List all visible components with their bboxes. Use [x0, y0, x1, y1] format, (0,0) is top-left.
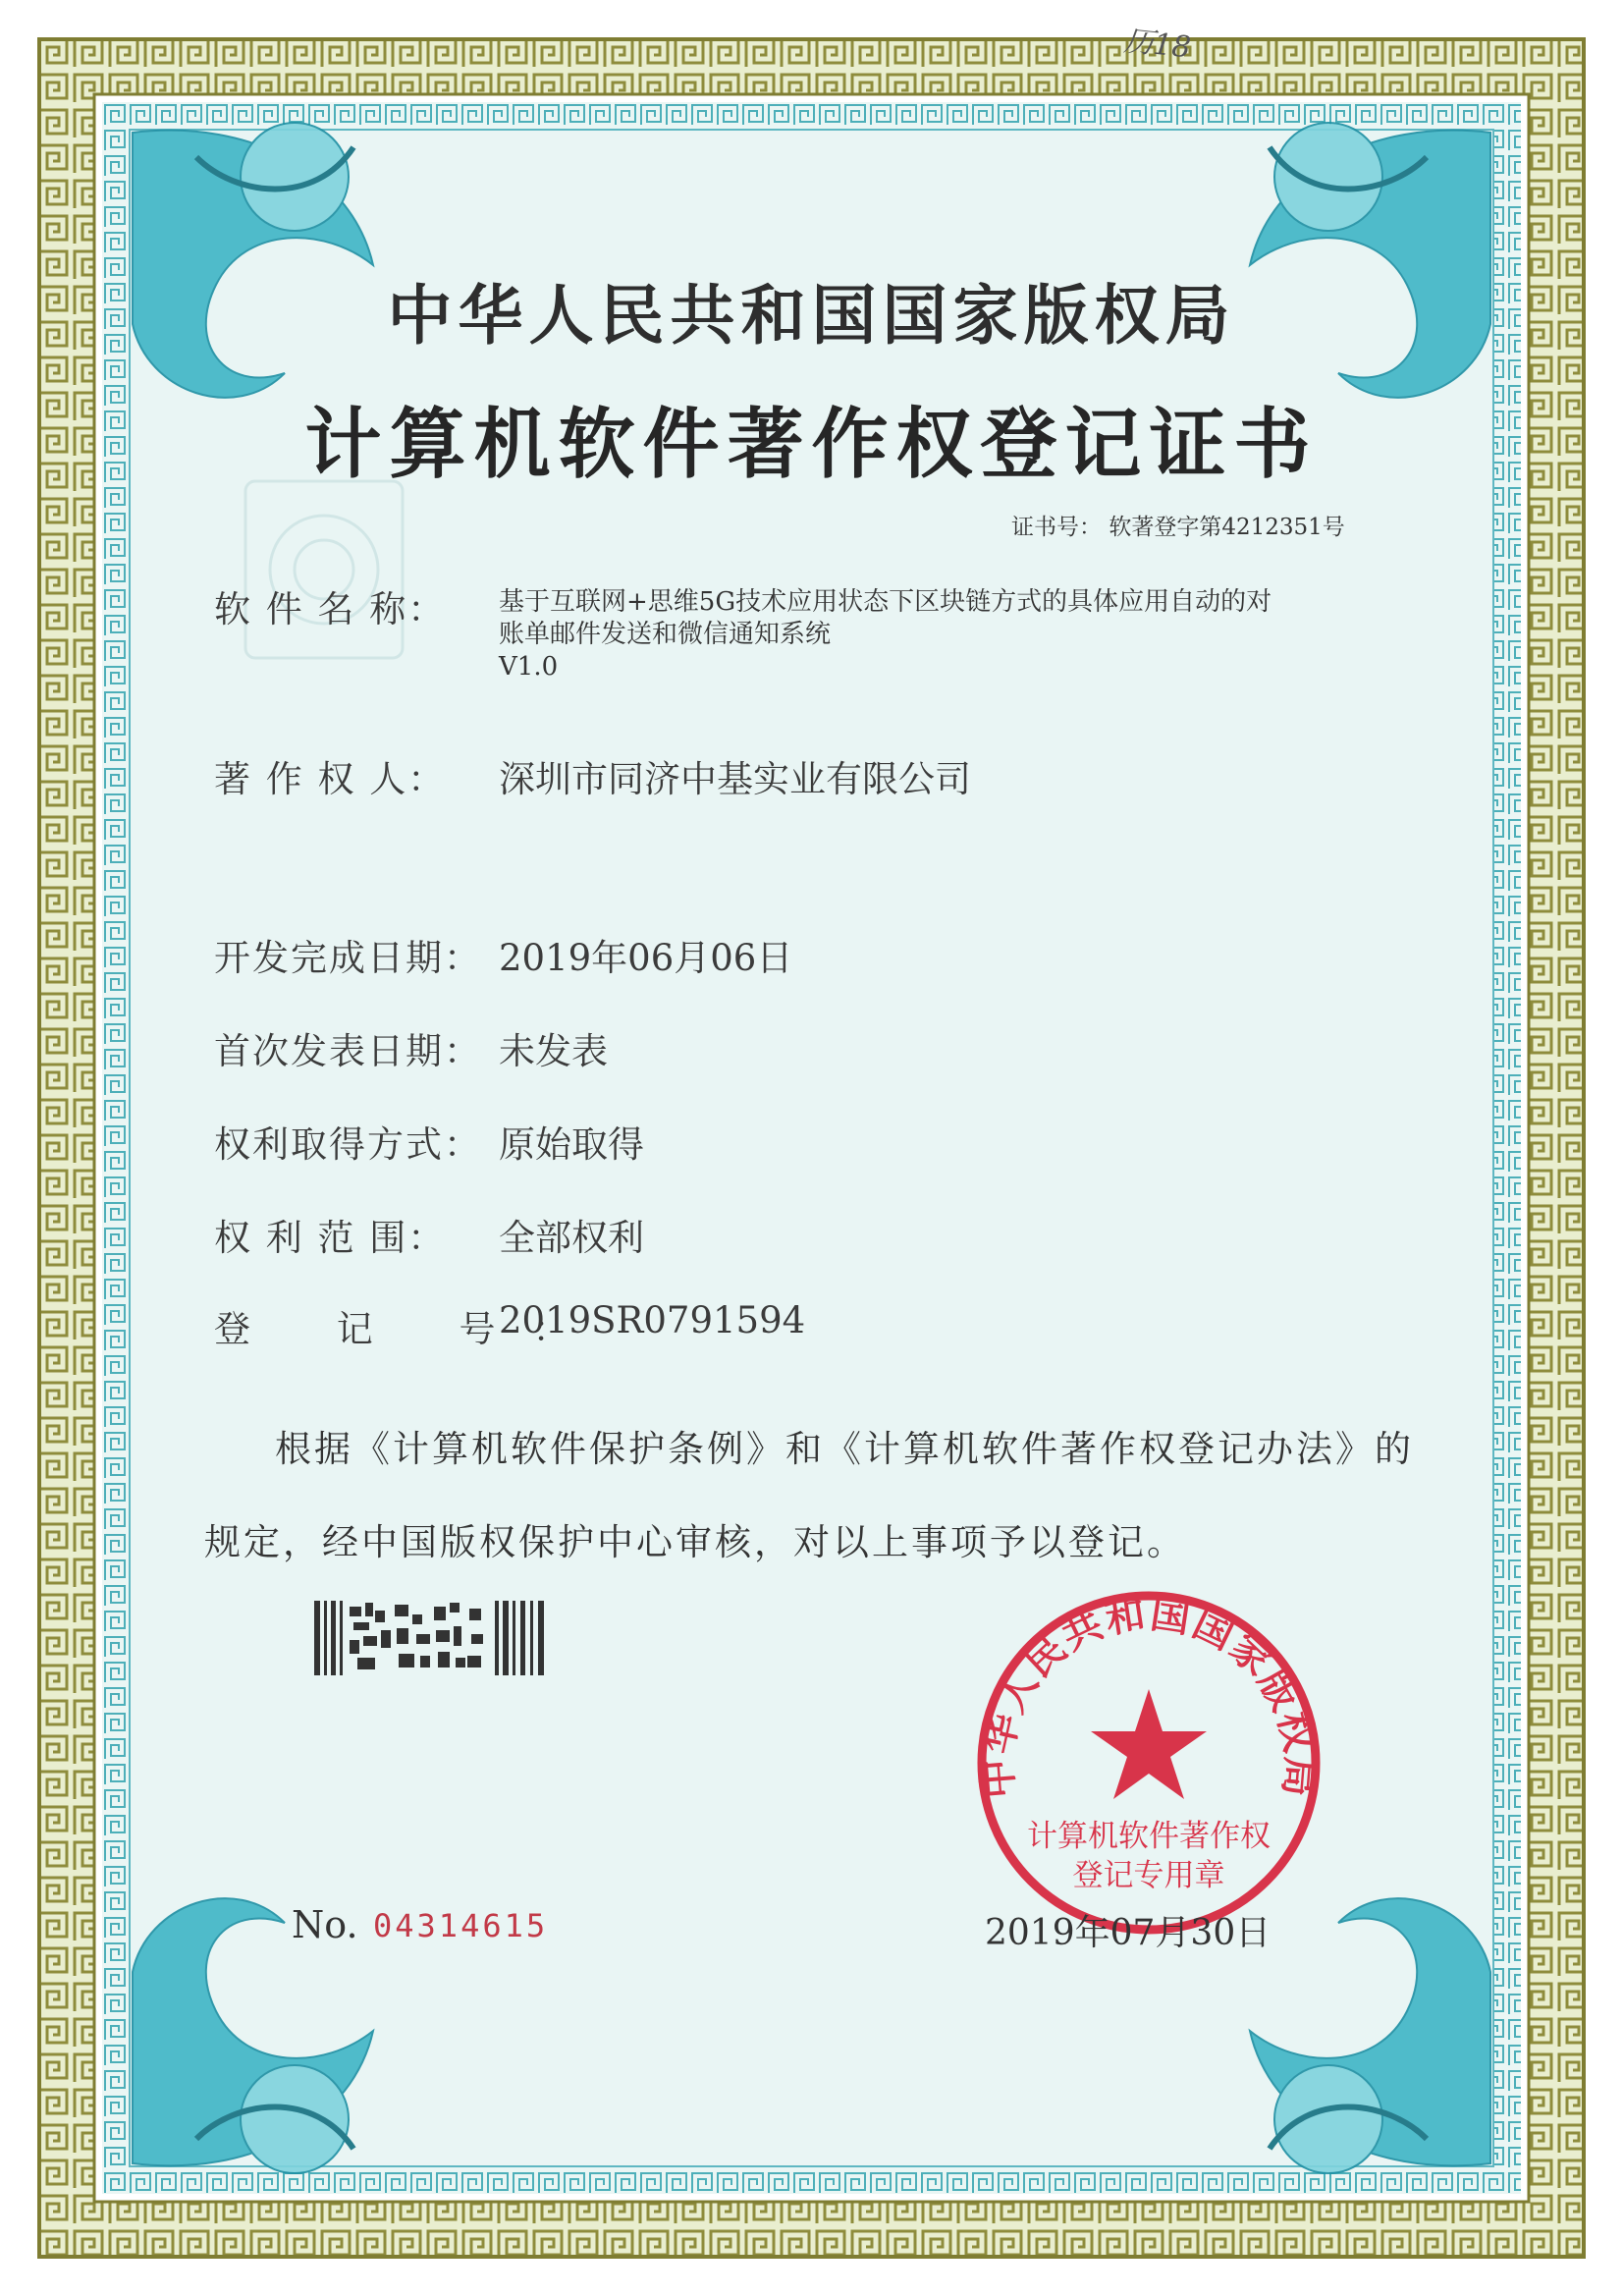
software-name-line1: 基于互联网+思维5G技术应用状态下区块链方式的具体应用自动的对	[499, 587, 1272, 617]
certificate-number	[1011, 509, 1345, 541]
body-line-2: 规定，经中国版权保护中心审核，对以上事项予以登记。	[204, 1521, 1186, 1563]
first-publish-date-value: 未发表	[499, 1030, 608, 1072]
serial-number-label: No.	[292, 1903, 358, 1946]
handwritten-note: 历18	[1121, 24, 1193, 66]
issuer-title: 中华人民共和国国家版权局	[387, 278, 1236, 354]
acquisition-method-value: 原始取得	[499, 1123, 644, 1166]
serial-number-value: 04314615	[373, 1907, 549, 1944]
seal-star-icon	[1091, 1689, 1207, 1799]
issue-date: 2019年07月30日	[985, 1913, 1271, 1953]
certificate-number-value: 软著登字第4212351号	[1109, 515, 1345, 540]
certificate-number-label: 证书号：	[1011, 515, 1102, 540]
completion-date-value: 2019年06月06日	[499, 937, 793, 979]
acquisition-method-label: 权利取得方式：	[214, 1123, 482, 1166]
rights-scope-label: 权 利 范 围：	[214, 1217, 447, 1259]
body-line-1: 根据《计算机软件保护条例》和《计算机软件著作权登记办法》的	[275, 1428, 1414, 1470]
seal-inner-line2: 登记专用章	[1072, 1858, 1225, 1893]
barcode-image	[314, 1601, 550, 1675]
software-name-line2: 账单邮件发送和微信通知系统	[499, 620, 832, 649]
software-version: V1.0	[499, 652, 559, 682]
software-name-label: 软 件 名 称：	[214, 588, 447, 630]
copyright-holder-label: 著 作 权 人：	[214, 758, 447, 800]
completion-date-label: 开发完成日期：	[214, 937, 482, 979]
certificate-title: 计算机软件著作权登记证书	[304, 400, 1319, 489]
copyright-holder-value: 深圳市同济中基实业有限公司	[499, 758, 971, 800]
seal-inner-line1: 计算机软件著作权	[1027, 1819, 1271, 1854]
registration-number-label: 登 记 号：	[214, 1308, 607, 1350]
first-publish-date-label: 首次发表日期：	[214, 1030, 482, 1072]
rights-scope-value: 全部权利	[499, 1217, 644, 1259]
official-seal-stamp	[962, 1576, 1335, 1949]
seal-outer-text: 中华人民共和国国家版权局	[974, 1591, 1324, 1801]
registration-number-value: 2019SR0791594	[499, 1299, 806, 1341]
